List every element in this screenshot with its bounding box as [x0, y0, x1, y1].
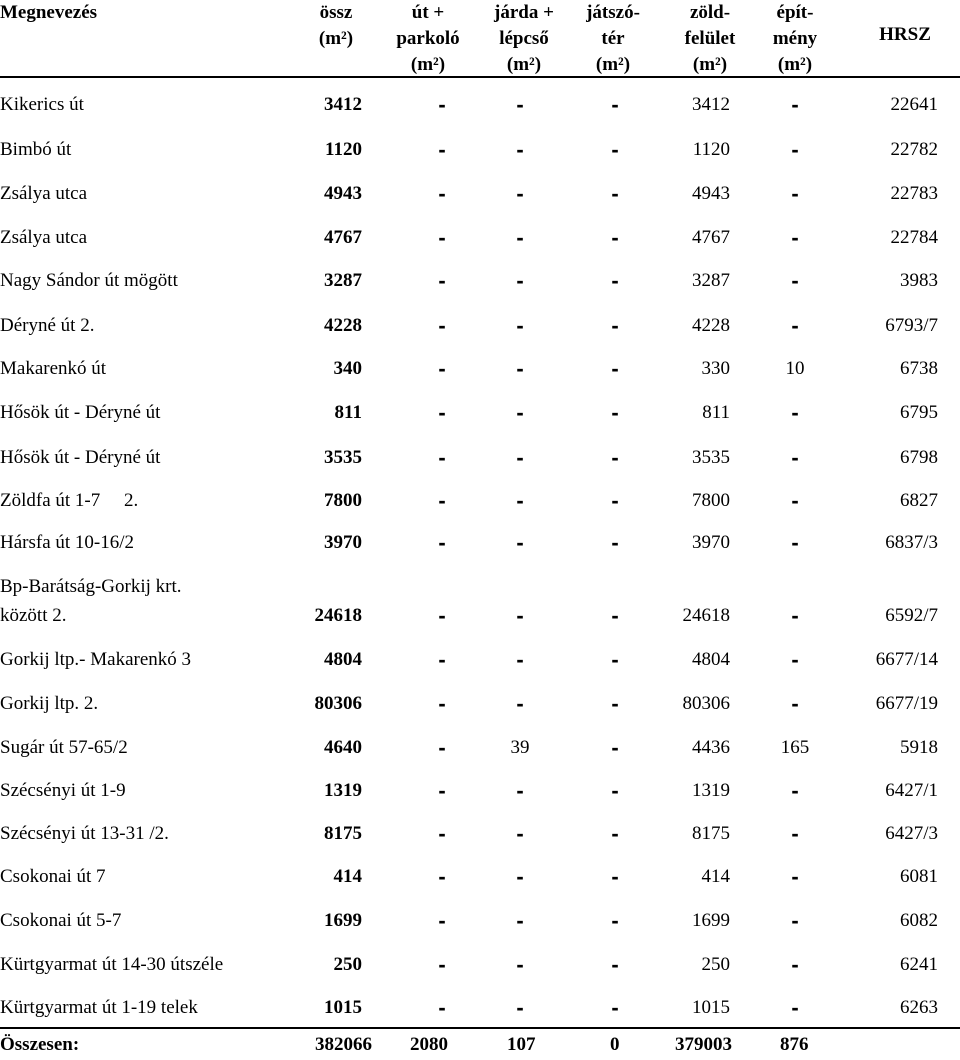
- cell-zold: 24618: [682, 605, 730, 626]
- cell-name: Csokonai út 5-7: [0, 910, 122, 931]
- table-row: [0, 572, 960, 602]
- header-divider: [0, 76, 960, 78]
- cell-ossz: 7800: [324, 490, 362, 511]
- table-row: [0, 776, 960, 806]
- table-row: [0, 223, 960, 253]
- total-epit: 876: [780, 1034, 809, 1055]
- cell-epit: -: [791, 137, 799, 162]
- cell-jarda: -: [516, 864, 524, 889]
- cell-ossz: 4804: [324, 649, 362, 670]
- cell-hrsz: 6738: [900, 358, 938, 379]
- cell-jatszo: -: [611, 821, 619, 846]
- total-ut: 2080: [410, 1034, 448, 1055]
- cell-zold: 8175: [692, 823, 730, 844]
- cell-name: Csokonai út 7: [0, 866, 106, 887]
- cell-ossz: 8175: [324, 823, 362, 844]
- cell-jatszo: -: [611, 137, 619, 162]
- cell-jatszo: -: [611, 952, 619, 977]
- cell-jarda: -: [516, 952, 524, 977]
- header-jatszoter: játszó- tér (m²): [586, 2, 640, 75]
- table-row: [0, 90, 960, 120]
- cell-epit: -: [791, 778, 799, 803]
- cell-jarda: -: [516, 647, 524, 672]
- cell-hrsz: 22641: [890, 94, 938, 115]
- cell-ossz: 4640: [324, 737, 362, 758]
- table-row: [0, 528, 960, 558]
- cell-name: Gorkij ltp. 2.: [0, 693, 99, 714]
- cell-jatszo: -: [611, 268, 619, 293]
- cell-ossz: 250: [333, 954, 362, 975]
- cell-epit: -: [791, 313, 799, 338]
- cell-jarda: -: [516, 603, 524, 628]
- cell-jatszo: -: [611, 603, 619, 628]
- cell-jarda: -: [516, 445, 524, 470]
- cell-jarda: -: [516, 488, 524, 513]
- header-ossz: össz (m²): [318, 2, 354, 49]
- cell-epit: -: [791, 445, 799, 470]
- cell-ossz: 24618: [314, 605, 362, 626]
- cell-ut: -: [438, 908, 446, 933]
- cell-ossz: 811: [334, 402, 362, 423]
- cell-zold: 1699: [692, 910, 730, 931]
- table-row: [0, 733, 960, 763]
- cell-hrsz: 6827: [900, 490, 938, 511]
- header-hrsz: HRSZ: [879, 24, 931, 45]
- cell-jarda: -: [516, 225, 524, 250]
- cell-ut: -: [438, 137, 446, 162]
- cell-zold: 4943: [692, 183, 730, 204]
- cell-zold: 80306: [682, 693, 730, 714]
- table-row: [0, 311, 960, 341]
- cell-name: Szécsényi út 13-31 /2.: [0, 823, 169, 844]
- cell-ossz: 340: [333, 358, 362, 379]
- cell-jatszo: -: [611, 995, 619, 1020]
- cell-ossz: 1120: [325, 139, 362, 160]
- cell-ossz: 3412: [324, 94, 362, 115]
- cell-name: Bp-Barátság-Gorkij krt.: [0, 576, 182, 597]
- cell-zold: 3970: [692, 532, 730, 553]
- table-row: [0, 601, 960, 631]
- cell-epit: 165: [780, 737, 810, 758]
- cell-jatszo: -: [611, 225, 619, 250]
- cell-hrsz: 22782: [890, 139, 938, 160]
- cell-hrsz: 6081: [900, 866, 938, 887]
- table-header: [0, 0, 960, 82]
- total-zold: 379003: [675, 1034, 732, 1055]
- table-row: [0, 862, 960, 892]
- cell-hrsz: 6241: [900, 954, 938, 975]
- cell-zold: 1015: [692, 997, 730, 1018]
- cell-zold: 4804: [692, 649, 730, 670]
- cell-name: Hősök út - Déryné út: [0, 447, 161, 468]
- table-row: [0, 266, 960, 296]
- cell-zold: 811: [702, 402, 730, 423]
- cell-name: Zsálya utca: [0, 183, 88, 204]
- cell-jatszo: -: [611, 647, 619, 672]
- table-row: [0, 906, 960, 936]
- table-row: [0, 179, 960, 209]
- cell-ossz: 414: [333, 866, 362, 887]
- total-row: [0, 1030, 960, 1058]
- cell-ut: -: [438, 313, 446, 338]
- cell-hrsz: 6677/14: [875, 649, 938, 670]
- table-row: [0, 398, 960, 428]
- cell-hrsz: 6082: [900, 910, 938, 931]
- cell-jarda: -: [516, 268, 524, 293]
- cell-ut: -: [438, 691, 446, 716]
- total-divider: [0, 1027, 960, 1029]
- cell-name: Kürtgyarmat út 1-19 telek: [0, 997, 198, 1018]
- cell-epit: -: [791, 488, 799, 513]
- header-name: Megnevezés: [0, 2, 98, 23]
- cell-epit: -: [791, 864, 799, 889]
- cell-epit: -: [791, 691, 799, 716]
- cell-jarda: 39: [510, 737, 530, 758]
- cell-epit: -: [791, 821, 799, 846]
- cell-jarda: -: [516, 137, 524, 162]
- cell-epit: -: [791, 225, 799, 250]
- cell-epit: 10: [785, 358, 805, 379]
- cell-epit: -: [791, 400, 799, 425]
- cell-epit: -: [791, 181, 799, 206]
- cell-zold: 1319: [692, 780, 730, 801]
- cell-ut: -: [438, 268, 446, 293]
- cell-jarda: -: [516, 995, 524, 1020]
- header-zoldfelulet: zöld- felület (m²): [684, 2, 736, 75]
- cell-zold: 330: [701, 358, 730, 379]
- cell-hrsz: 5918: [900, 737, 938, 758]
- cell-zold: 4767: [692, 227, 730, 248]
- cell-jarda: -: [516, 821, 524, 846]
- cell-ut: -: [438, 864, 446, 889]
- cell-hrsz: 6798: [900, 447, 938, 468]
- cell-ut: -: [438, 603, 446, 628]
- cell-hrsz: 22784: [890, 227, 938, 248]
- cell-epit: -: [791, 268, 799, 293]
- cell-jarda: -: [516, 92, 524, 117]
- cell-zold: 1120: [692, 139, 730, 160]
- cell-name: Déryné út 2.: [0, 315, 95, 336]
- table-row: [0, 950, 960, 980]
- cell-ossz: 80306: [314, 693, 362, 714]
- cell-ut: -: [438, 735, 446, 760]
- cell-jatszo: -: [611, 400, 619, 425]
- cell-ut: -: [438, 778, 446, 803]
- table-row: [0, 486, 960, 516]
- cell-name: Sugár út 57-65/2: [0, 737, 128, 758]
- table-row: [0, 819, 960, 849]
- total-label: Összesen:: [0, 1034, 80, 1055]
- cell-zold: 4436: [692, 737, 730, 758]
- header-ut-parkolo: út + parkoló (m²): [396, 2, 460, 75]
- cell-zold: 414: [701, 866, 730, 887]
- cell-name: között 2.: [0, 605, 67, 626]
- cell-name: Kikerics út: [0, 94, 84, 115]
- cell-ossz: 4228: [324, 315, 362, 336]
- cell-epit: -: [791, 530, 799, 555]
- header-jarda-lepcso: járda + lépcső (m²): [494, 2, 554, 75]
- cell-name: Bimbó út: [0, 139, 72, 160]
- total-ossz: 382066: [315, 1034, 372, 1055]
- cell-jarda: -: [516, 400, 524, 425]
- cell-hrsz: 6677/19: [875, 693, 938, 714]
- cell-ut: -: [438, 995, 446, 1020]
- cell-jarda: -: [516, 313, 524, 338]
- table-row: [0, 993, 960, 1023]
- cell-hrsz: 6427/1: [885, 780, 938, 801]
- cell-ut: -: [438, 445, 446, 470]
- table-row: [0, 135, 960, 165]
- cell-ut: -: [438, 488, 446, 513]
- cell-jarda: -: [516, 181, 524, 206]
- cell-zold: 7800: [692, 490, 730, 511]
- cell-hrsz: 6263: [900, 997, 938, 1018]
- cell-ut: -: [438, 181, 446, 206]
- cell-ut: -: [438, 530, 446, 555]
- cell-name: Makarenkó út: [0, 358, 107, 379]
- cell-ossz: 3535: [324, 447, 362, 468]
- cell-name: Hársfa út 10-16/2: [0, 532, 135, 553]
- cell-ossz: 4767: [324, 227, 362, 248]
- cell-ut: -: [438, 647, 446, 672]
- cell-jatszo: -: [611, 356, 619, 381]
- cell-jarda: -: [516, 530, 524, 555]
- cell-hrsz: 6795: [900, 402, 938, 423]
- cell-ut: -: [438, 952, 446, 977]
- table-row: [0, 645, 960, 675]
- cell-jatszo: -: [611, 92, 619, 117]
- cell-ossz: 3287: [324, 270, 362, 291]
- cell-jarda: -: [516, 908, 524, 933]
- cell-name: Kürtgyarmat út 14-30 útszéle: [0, 954, 224, 975]
- cell-name: Szécsényi út 1-9: [0, 780, 126, 801]
- cell-name: Gorkij ltp.- Makarenkó 3: [0, 649, 192, 670]
- cell-hrsz: 6793/7: [885, 315, 938, 336]
- cell-epit: -: [791, 92, 799, 117]
- cell-ut: -: [438, 400, 446, 425]
- header-epitmeny: épít- mény (m²): [772, 2, 818, 75]
- cell-zold: 3412: [692, 94, 730, 115]
- cell-name: Hősök út - Déryné út: [0, 402, 161, 423]
- cell-hrsz: 22783: [890, 183, 938, 204]
- cell-jatszo: -: [611, 445, 619, 470]
- cell-ut: -: [438, 821, 446, 846]
- cell-jatszo: -: [611, 691, 619, 716]
- cell-ossz: 1319: [324, 780, 362, 801]
- cell-hrsz: 6837/3: [885, 532, 938, 553]
- cell-jatszo: -: [611, 864, 619, 889]
- total-jarda: 107: [507, 1034, 536, 1055]
- cell-epit: -: [791, 952, 799, 977]
- cell-ut: -: [438, 356, 446, 381]
- cell-epit: -: [791, 995, 799, 1020]
- cell-hrsz: 3983: [900, 270, 938, 291]
- cell-zold: 250: [701, 954, 730, 975]
- cell-jatszo: -: [611, 908, 619, 933]
- cell-epit: -: [791, 647, 799, 672]
- cell-zold: 3535: [692, 447, 730, 468]
- table-row: [0, 443, 960, 473]
- cell-jarda: -: [516, 356, 524, 381]
- cell-jatszo: -: [611, 488, 619, 513]
- cell-jatszo: -: [611, 735, 619, 760]
- cell-zold: 4228: [692, 315, 730, 336]
- cell-zold: 3287: [692, 270, 730, 291]
- cell-name: Zsálya utca: [0, 227, 88, 248]
- cell-name: Zöldfa út 1-7 2.: [0, 490, 139, 511]
- cell-jatszo: -: [611, 313, 619, 338]
- cell-jatszo: -: [611, 181, 619, 206]
- cell-epit: -: [791, 603, 799, 628]
- cell-name: Nagy Sándor út mögött: [0, 270, 178, 291]
- cell-ut: -: [438, 225, 446, 250]
- cell-ossz: 4943: [324, 183, 362, 204]
- cell-jatszo: -: [611, 778, 619, 803]
- table-row: [0, 689, 960, 719]
- cell-jarda: -: [516, 691, 524, 716]
- cell-ossz: 3970: [324, 532, 362, 553]
- cell-ossz: 1699: [324, 910, 362, 931]
- cell-hrsz: 6427/3: [885, 823, 938, 844]
- cell-ossz: 1015: [324, 997, 362, 1018]
- cell-ut: -: [438, 92, 446, 117]
- cell-jarda: -: [516, 778, 524, 803]
- table-row: [0, 354, 960, 384]
- total-jatszo: 0: [610, 1034, 620, 1055]
- cell-hrsz: 6592/7: [885, 605, 938, 626]
- cell-epit: -: [791, 908, 799, 933]
- cell-jatszo: -: [611, 530, 619, 555]
